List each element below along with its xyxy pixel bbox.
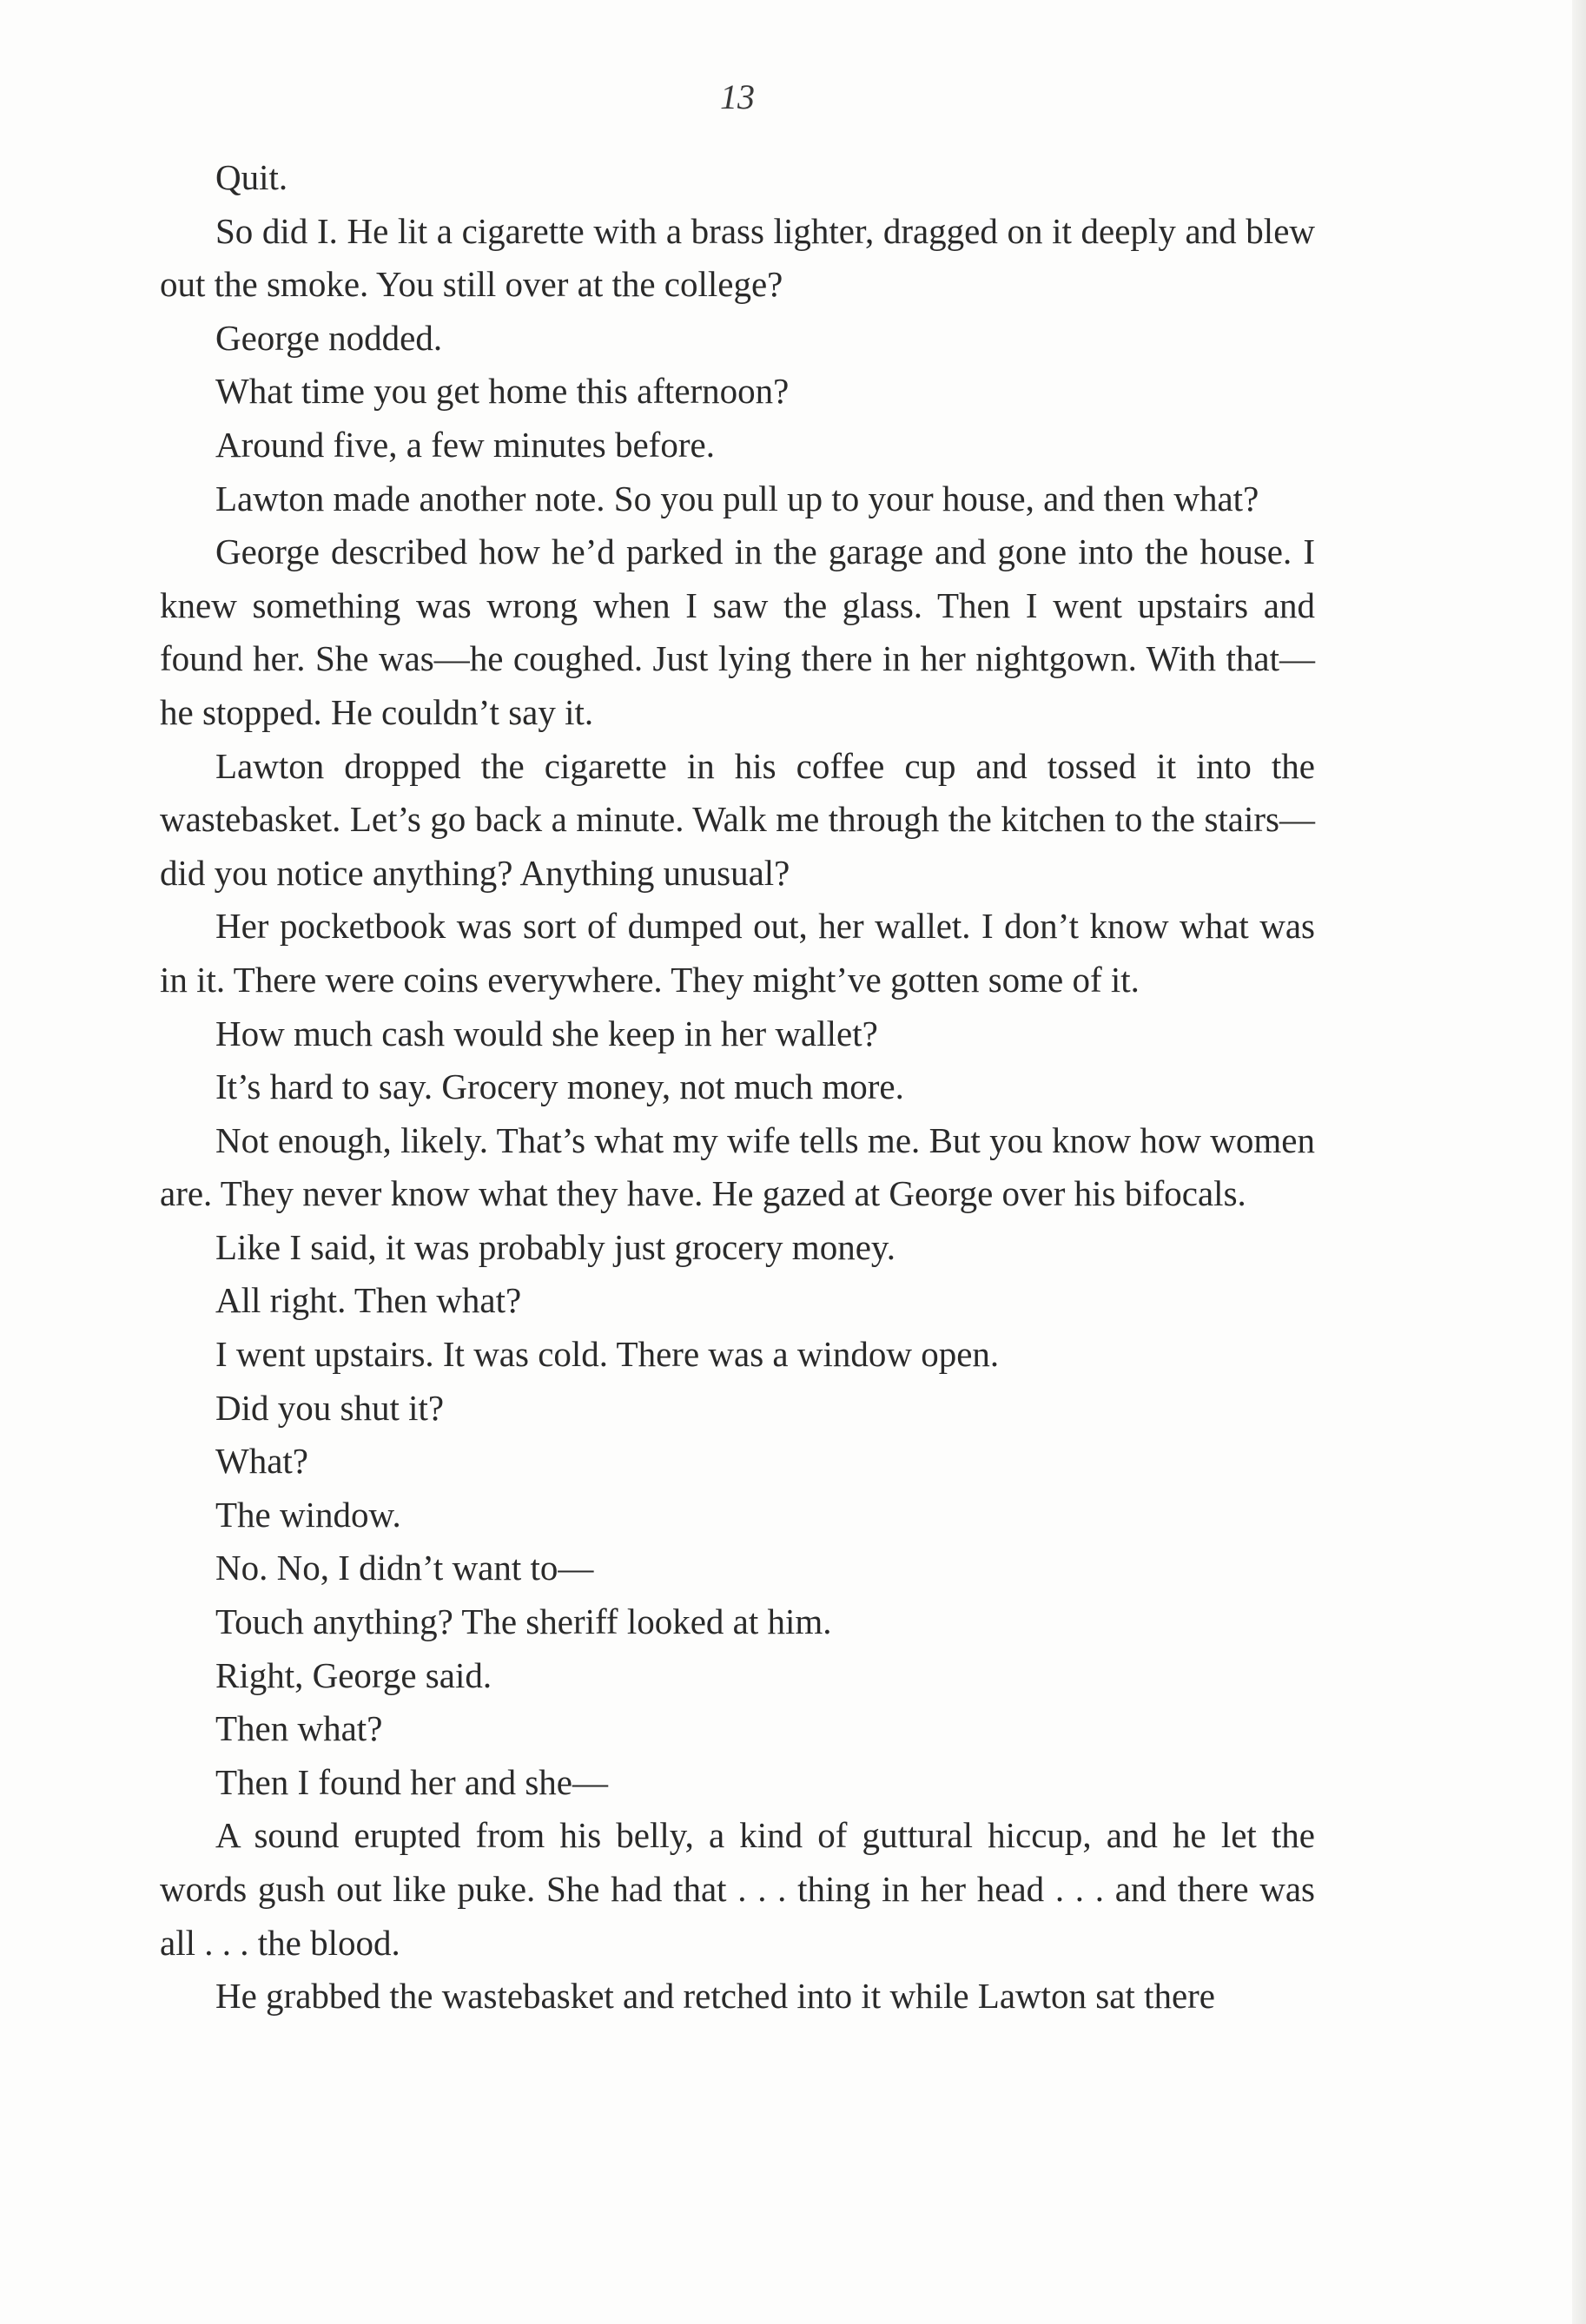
paragraph: Quit. xyxy=(215,157,288,197)
paragraph: Her pocketbook was sort of dumped out, her wallet. I don’t know what was in it. There were coins everywhere. They might’ve gotten some of it. xyxy=(160,906,1315,1000)
paragraph: It’s hard to say. Grocery money, not much more. xyxy=(215,1066,904,1107)
paragraph: How much cash would she keep in her wallet? xyxy=(215,1013,878,1053)
paragraph: A sound erupted from his belly, a kind of guttural hiccup, and he let the words gush out like puke. She had that . . . thing in her head . . . and there was all . . . the blood. xyxy=(160,1815,1315,1963)
body-text xyxy=(160,151,1315,2024)
paragraph: Touch anything? The sheriff looked at him. xyxy=(215,1601,832,1642)
paragraph: So did I. He lit a cigarette with a brass lighter, dragged on it deeply and blew out the smoke. You still over at the college? xyxy=(160,210,1315,305)
paragraph: George described how he’d parked in the garage and gone into the house. I knew something was wrong when I saw the glass. Then I went upstairs and found her. She was—he coughed. Just lying there in her nightgown. With that—he stopped. He couldn’t say it. xyxy=(160,531,1315,732)
paragraph: What? xyxy=(215,1441,308,1482)
page-number: 13 xyxy=(720,77,755,116)
paragraph: Then I found her and she— xyxy=(215,1761,609,1802)
paragraph: The window. xyxy=(215,1494,401,1535)
paragraph: No. No, I didn’t want to— xyxy=(215,1548,594,1588)
paragraph: He grabbed the wastebasket and retched into it while Lawton sat there xyxy=(215,1976,1216,2017)
paragraph: Did you shut it? xyxy=(215,1387,445,1428)
paragraph: Right, George said. xyxy=(215,1654,492,1695)
paragraph: George nodded. xyxy=(215,317,443,358)
paragraph: Not enough, likely. That’s what my wife tells me. But you know how women are. They never know what they have. He gazed at George over his bifocals. xyxy=(160,1119,1315,1214)
paragraph: Around five, a few minutes before. xyxy=(215,424,715,465)
paragraph: What time you get home this afternoon? xyxy=(215,371,790,412)
paragraph: I went upstairs. It was cold. There was a window open. xyxy=(215,1334,1000,1375)
paragraph: Lawton made another note. So you pull up to your house, and then what? xyxy=(215,478,1259,518)
paragraph: All right. Then what? xyxy=(215,1280,522,1321)
paragraph: Like I said, it was probably just grocery money. xyxy=(215,1226,895,1267)
paragraph: Then what? xyxy=(215,1708,383,1749)
paragraph: Lawton dropped the cigarette in his coffee cup and tossed it into the wastebasket. Let’s go back a minute. Walk me through the kitchen to the stairs—did you notice anything? Anything unusual? xyxy=(160,745,1315,893)
page-edge xyxy=(1572,0,1586,2324)
